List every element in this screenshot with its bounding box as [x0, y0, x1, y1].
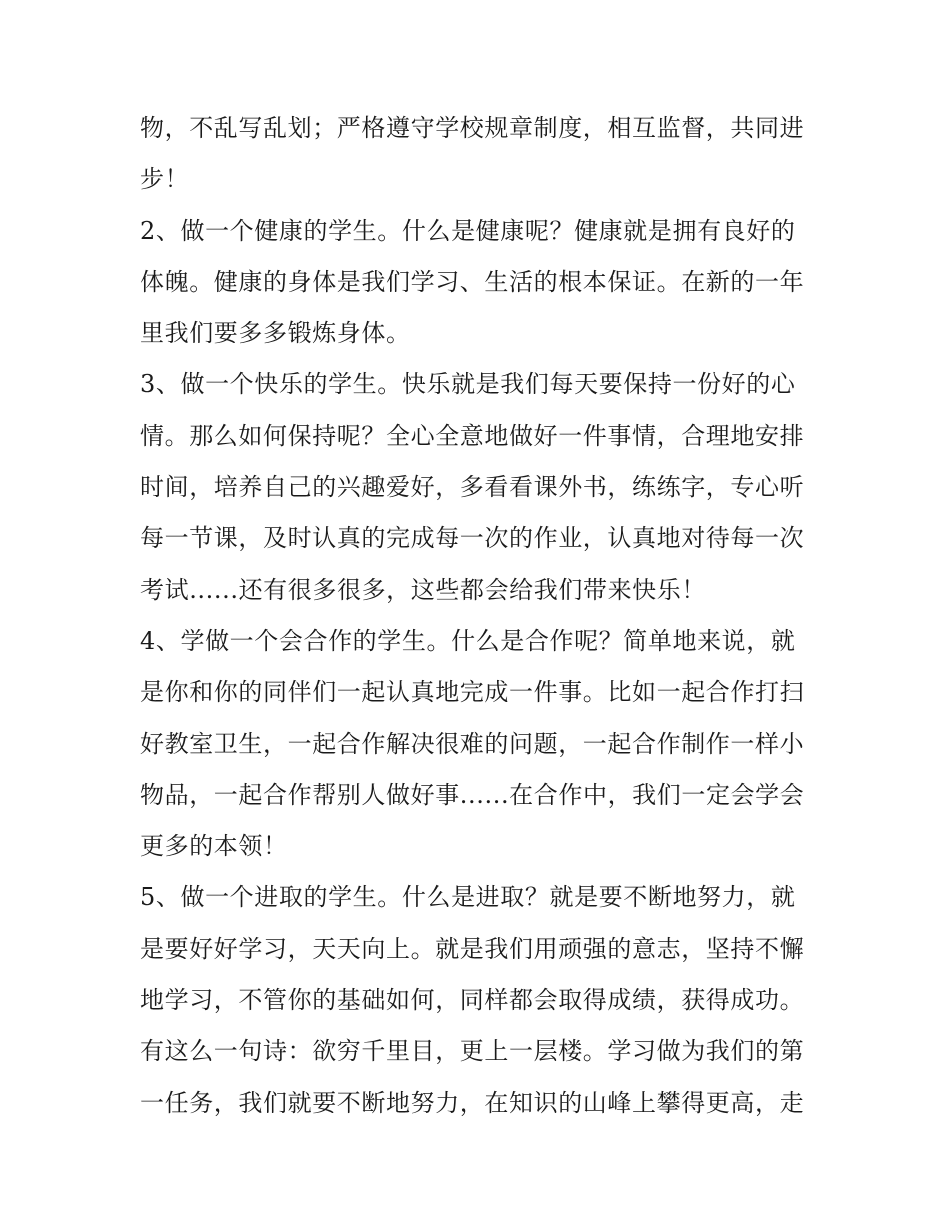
text-line: 4、学做一个会合作的学生。什么是合作呢？简单地来说，就: [140, 626, 796, 655]
text-line: 是你和你的同伴们一起认真地完成一件事。比如一起合作打扫: [140, 678, 805, 707]
text-line: 物，不乱写乱划；严格遵守学校规章制度，相互监督，共同进: [140, 114, 805, 142]
text-line: 是要好好学习，天天向上。就是我们用顽强的意志，坚持不懈: [140, 934, 805, 963]
text-line: 2、做一个健康的学生。什么是健康呢？健康就是拥有良好的: [140, 216, 796, 245]
body-text: [140, 103, 820, 1129]
text-line: 5、做一个进取的学生。什么是进取？就是要不断地努力，就: [140, 883, 796, 912]
text-line: 好教室卫生，一起合作解决很难的问题，一起合作制作一样小: [140, 729, 805, 758]
text-line: 地学习，不管你的基础如何，同样都会取得成绩，获得成功。: [140, 986, 805, 1015]
text-line: 时间，培养自己的兴趣爱好，多看看课外书，练练字，专心听: [140, 473, 805, 502]
text-line: 里我们要多多锻炼身体。: [140, 319, 411, 348]
text-line: 步！: [140, 165, 190, 194]
text-line: 情。那么如何保持呢？全心全意地做好一件事情，合理地安排: [140, 421, 805, 450]
text-line: 一任务，我们就要不断地努力，在知识的山峰上攀得更高，走: [140, 1088, 805, 1117]
text-line: 体魄。健康的身体是我们学习、生活的根本保证。在新的一年: [140, 267, 805, 296]
text-line: 物品，一起合作帮别人做好事......在合作中，我们一定会学会: [140, 780, 805, 809]
text-line: 更多的本领！: [140, 832, 288, 861]
text-line: 有这么一句诗：欲穷千里目，更上一层楼。学习做为我们的第: [140, 1037, 805, 1066]
text-line: 每一节课，及时认真的完成每一次的作业，认真地对待每一次: [140, 524, 805, 553]
text-line: 考试......还有很多很多，这些都会给我们带来快乐！: [140, 575, 706, 604]
text-line: 3、做一个快乐的学生。快乐就是我们每天要保持一份好的心: [140, 370, 796, 399]
